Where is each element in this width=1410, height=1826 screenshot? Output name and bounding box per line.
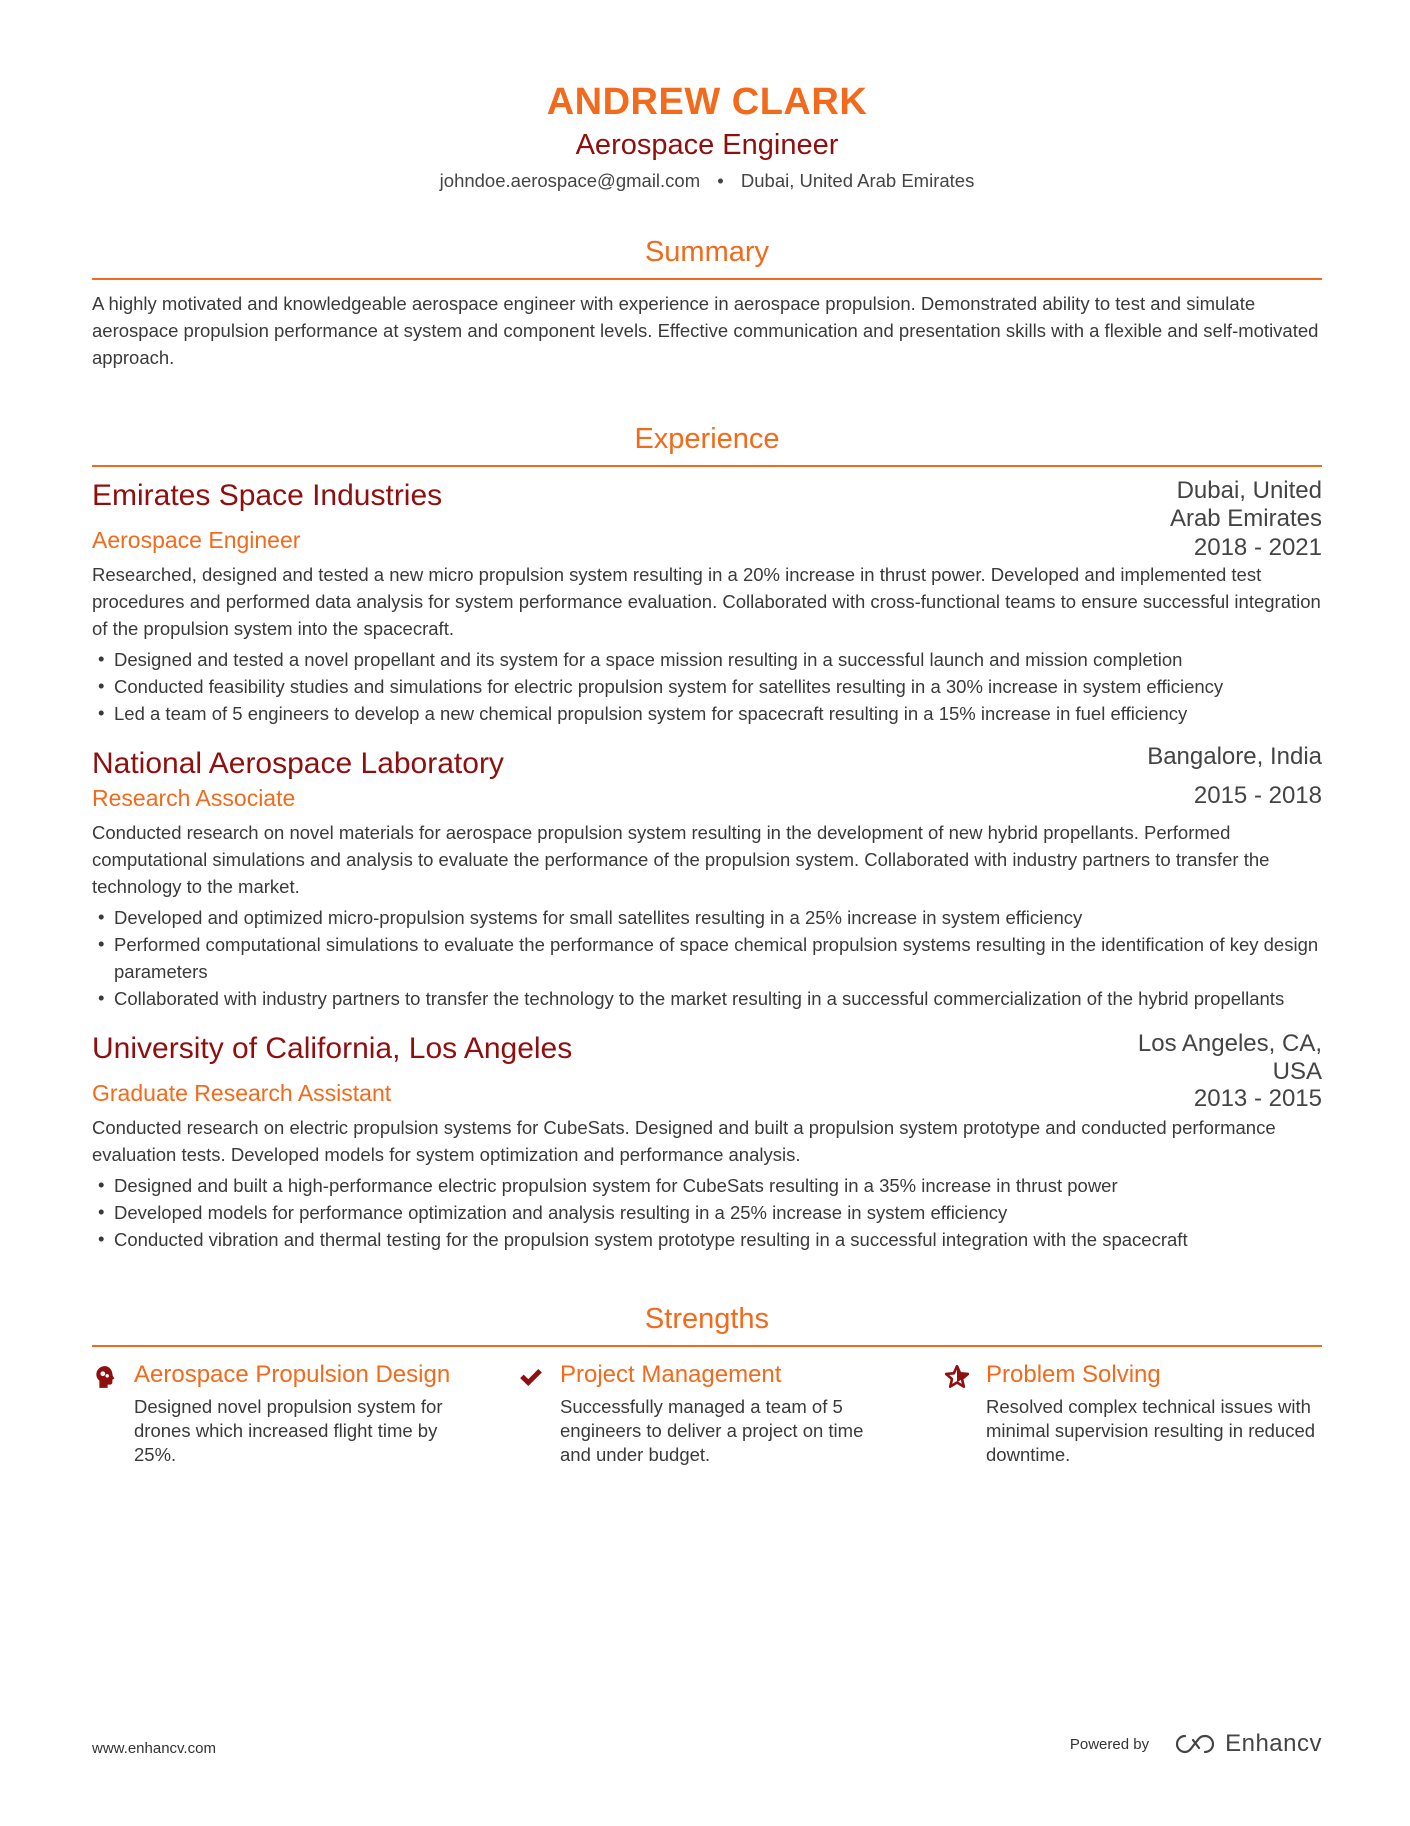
job-bullets — [92, 646, 1322, 727]
checkmark-icon — [518, 1364, 544, 1390]
list-item: • Collaborated with industry partners to transfer the technology to the market resulting in a successful commercialization of the hybrid propellants — [114, 985, 1322, 1012]
job-role: Aerospace Engineer — [92, 527, 301, 553]
strength-item — [92, 1359, 472, 1467]
section-divider — [92, 465, 1322, 467]
footer-branding — [1070, 1730, 1322, 1758]
strengths-heading: Strengths — [644, 1303, 770, 1335]
job-location — [1147, 743, 1322, 771]
contact-line — [92, 168, 1322, 194]
list-item: • Designed and tested a novel propellant and its system for a space mission resulting in a successful launch and mission completion — [114, 646, 1322, 673]
job-bullets — [92, 904, 1322, 1012]
resume-header — [92, 0, 1322, 194]
strength-title: Aerospace Propulsion Design — [134, 1361, 451, 1388]
job-description: Researched, designed and tested a new micro propulsion system resulting in a 20% increase in thrust power. Developed and implemented test procedures and performed data analysis for system performance evaluation. Collaborated with cross-functional teams to ensure successful integration of the propulsion system into the spacecraft. — [92, 564, 1321, 639]
strength-description: Resolved complex technical issues with minimal supervision resulting in reduced downtime. — [986, 1396, 1316, 1465]
job-description: Conducted research on electric propulsion systems for CubeSats. Designed and built a propulsion system prototype and conducted performance evaluation tests. Developed models for system optimization and performance analysis. — [92, 1117, 1276, 1165]
job-location-line: Arab Emirates — [1169, 505, 1322, 532]
candidate-name: ANDREW CLARK — [546, 81, 868, 123]
job-dates: 2015 - 2018 — [1193, 782, 1322, 809]
job-bullets — [92, 1172, 1322, 1253]
job-location-line: Dubai, United — [1176, 477, 1322, 504]
contact-separator: • — [717, 170, 724, 191]
list-item: • Developed models for performance optimization and analysis resulting in a 25% increase in system efficiency — [114, 1199, 1322, 1226]
strength-title: Problem Solving — [986, 1361, 1161, 1388]
enhancv-brand-name[interactable]: Enhancv — [1225, 1730, 1322, 1757]
strengths-grid — [92, 1359, 1322, 1509]
job-dates: 2018 - 2021 — [1193, 534, 1322, 561]
company-name: University of California, Los Angeles — [92, 1032, 573, 1065]
company-name: National Aerospace Laboratory — [92, 747, 504, 780]
footer-website-link[interactable]: www.enhancv.com — [92, 1740, 216, 1757]
list-item: • Led a team of 5 engineers to develop a new chemical propulsion system for spacecraft resulting in a 15% increase in fuel efficiency — [114, 700, 1322, 727]
job-description: Conducted research on novel materials for aerospace propulsion system resulting in the development of new hybrid propellants. Performed computational simulations and analysis to evaluate the performance of the propulsion system. Collaborated with industry partners to transfer the technology to the market. — [92, 822, 1270, 897]
strength-item — [518, 1359, 898, 1467]
job-location-line: Bangalore, India — [1147, 743, 1322, 770]
list-item: • Conducted feasibility studies and simulations for electric propulsion system for satellites resulting in a 30% increase in system efficiency — [114, 673, 1322, 700]
enhancv-logo-icon[interactable] — [1173, 1732, 1219, 1756]
job-entry — [92, 1030, 1322, 1253]
job-role: Research Associate — [92, 785, 296, 811]
company-name: Emirates Space Industries — [92, 479, 443, 512]
job-entry — [92, 477, 1322, 727]
candidate-location: Dubai, United Arab Emirates — [740, 170, 975, 191]
strength-description: Successfully managed a team of 5 engineers to deliver a project on time and under budget. — [560, 1396, 864, 1465]
list-item: • Performed computational simulations to evaluate the performance of space chemical propulsion systems resulting in the identification of key design parameters — [114, 931, 1322, 985]
experience-section — [92, 421, 1322, 1253]
job-location-line: USA — [1272, 1058, 1322, 1085]
email-link[interactable]: johndoe.aerospace@gmail.com — [439, 170, 701, 191]
strengths-section — [92, 1301, 1322, 1509]
summary-text: A highly motivated and knowledgeable aerospace engineer with experience in aerospace propulsion. Demonstrated ability to test and simulate aerospace propulsion performance at system and component levels. Effective communication and presentation skills with a flexible and self-motivated approach. — [92, 293, 1319, 368]
list-item: • Designed and built a high-performance electric propulsion system for CubeSats resulting in a 35% increase in thrust power — [114, 1172, 1322, 1199]
job-location-line: Los Angeles, CA, — [1137, 1030, 1322, 1057]
strength-item — [944, 1359, 1324, 1467]
resume-page — [92, 0, 1322, 1509]
strength-description: Designed novel propulsion system for drones which increased flight time by 25%. — [134, 1396, 443, 1465]
list-item: • Developed and optimized micro-propulsion systems for small satellites resulting in a 25% increase in system efficiency — [114, 904, 1322, 931]
job-entry — [92, 745, 1322, 1012]
experience-heading: Experience — [634, 423, 780, 455]
job-dates: 2013 - 2015 — [1193, 1085, 1322, 1112]
star-icon — [944, 1364, 970, 1390]
summary-section — [92, 234, 1322, 371]
brain-head-icon — [92, 1364, 118, 1390]
job-location — [1138, 1030, 1322, 1086]
job-location — [1170, 477, 1322, 533]
list-item: • Conducted vibration and thermal testing for the propulsion system prototype resulting in a successful integration with the spacecraft — [114, 1226, 1322, 1253]
summary-heading: Summary — [644, 236, 770, 268]
candidate-title: Aerospace Engineer — [575, 129, 839, 161]
section-divider — [92, 1345, 1322, 1347]
strength-title: Project Management — [560, 1361, 782, 1388]
section-divider — [92, 278, 1322, 280]
job-role: Graduate Research Assistant — [92, 1080, 392, 1106]
powered-by-label: Powered by — [1069, 1735, 1150, 1753]
